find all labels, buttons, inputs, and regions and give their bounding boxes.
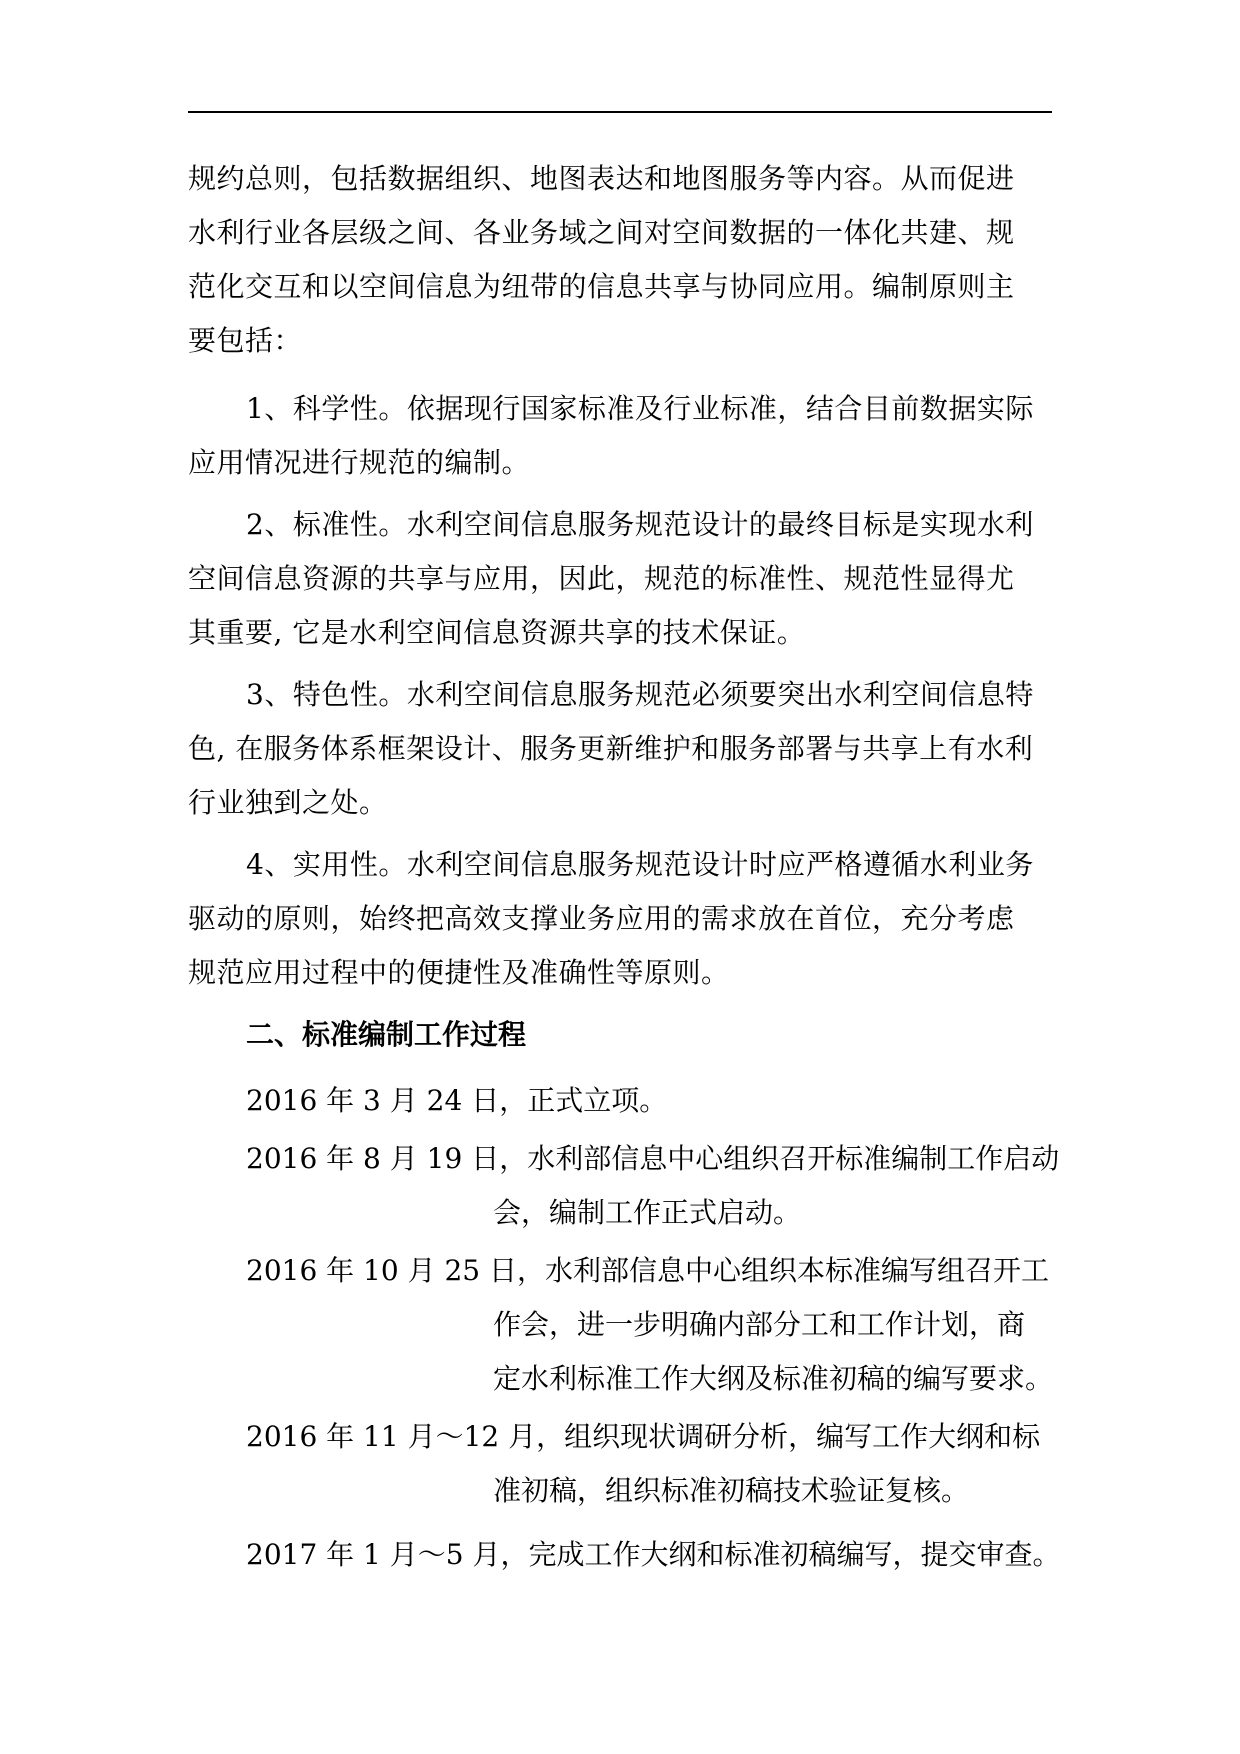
text-line: 范化交互和以空间信息为纽带的信息共享与协同应用。编制原则主: [188, 270, 1015, 303]
timeline-date: 2017 年 1 月～5 月，: [246, 1538, 529, 1571]
text-line: 空间信息资源的共享与应用，因此，规范的标准性、规范性显得尤: [188, 562, 1015, 595]
intro-paragraph: [188, 152, 1052, 368]
timeline-text: 水利部信息中心组织召开标准编制工作启动: [527, 1142, 1060, 1175]
section-heading: 二、标准编制工作过程: [246, 1018, 527, 1051]
text-line: 色, 在服务体系框架设计、服务更新维护和服务部署与共享上有水利: [188, 732, 1034, 765]
timeline-text: 完成工作大纲和标准初稿编写，提交审查。: [528, 1538, 1061, 1571]
document-page: [188, 152, 1061, 1586]
timeline-text: 会，编制工作正式启动。: [493, 1196, 802, 1229]
principle-standard: [188, 498, 1052, 660]
principle-scientific: [188, 382, 1052, 490]
text-line: 水利行业各层级之间、各业务域之间对空间数据的一体化共建、规: [188, 216, 1015, 249]
timeline-item: [188, 1528, 1061, 1582]
timeline-date: 2016 年 10 月 25 日，: [246, 1254, 546, 1287]
text-line: 规范应用过程中的便捷性及准确性等原则。: [188, 956, 730, 989]
text-line: 行业独到之处。: [188, 786, 388, 819]
timeline-text: 作会，进一步明确内部分工和工作计划，商: [493, 1308, 1026, 1341]
timeline-item: [188, 1244, 1052, 1406]
timeline-text: 水利部信息中心组织本标准编写组召开工: [545, 1254, 1050, 1287]
timeline-item: [188, 1410, 1052, 1518]
text-line: 2、标准性。水利空间信息服务规范设计的最终目标是实现水利: [246, 508, 1034, 541]
text-line: 4、实用性。水利空间信息服务规范设计时应严格遵循水利业务: [246, 848, 1034, 881]
timeline-item: [188, 1132, 1060, 1240]
text-line: 其重要, 它是水利空间信息资源共享的技术保证。: [188, 616, 806, 649]
principle-distinctive: [188, 668, 1052, 830]
timeline-item: [188, 1074, 1052, 1128]
text-line: 要包括：: [188, 324, 303, 357]
timeline-text: 组织现状调研分析，编写工作大纲和标: [564, 1420, 1041, 1453]
timeline-date: 2016 年 11 月～12 月，: [246, 1420, 565, 1453]
text-line: 规约总则，包括数据组织、地图表达和地图服务等内容。从而促进: [188, 162, 1015, 195]
header-rule: [188, 111, 1052, 113]
text-line: 3、特色性。水利空间信息服务规范必须要突出水利空间信息特: [246, 678, 1034, 711]
timeline-text: 准初稿，组织标准初稿技术验证复核。: [493, 1474, 970, 1507]
timeline-text: 正式立项。: [527, 1084, 668, 1117]
timeline-date: 2016 年 8 月 19 日，: [246, 1142, 528, 1175]
text-line: 1、科学性。依据现行国家标准及行业标准，结合目前数据实际: [246, 392, 1034, 425]
text-line: 应用情况进行规范的编制。: [188, 446, 531, 479]
timeline-date: 2016 年 3 月 24 日，: [246, 1084, 528, 1117]
principle-practical: [188, 838, 1052, 1000]
timeline-text: 定水利标准工作大纲及标准初稿的编写要求。: [493, 1362, 1054, 1395]
text-line: 驱动的原则，始终把高效支撑业务应用的需求放在首位，充分考虑: [188, 902, 1015, 935]
